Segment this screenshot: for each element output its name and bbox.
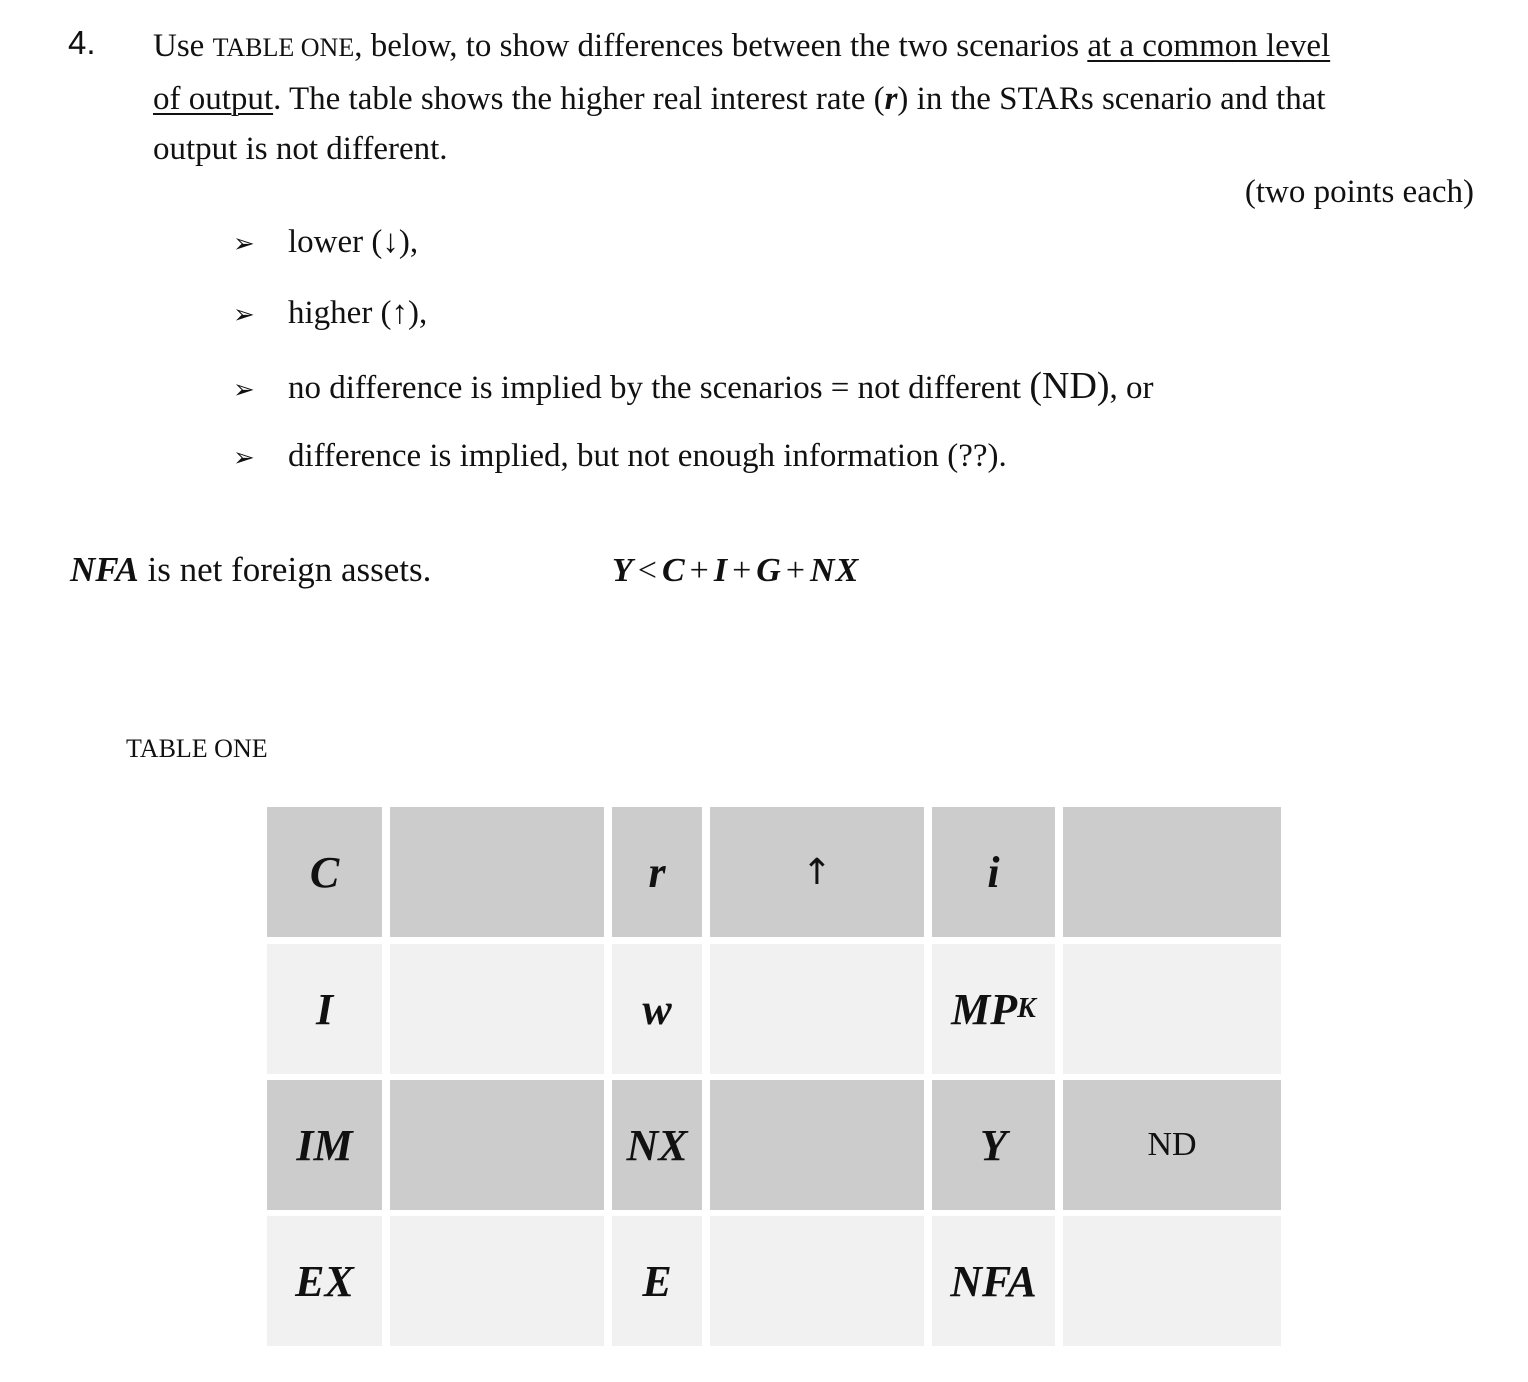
table-title: TABLE ONE <box>126 734 268 763</box>
table-cell-answer[interactable]: ND <box>1063 1080 1281 1210</box>
table-cell-answer[interactable] <box>1063 944 1281 1074</box>
table-cell-answer[interactable] <box>390 1216 604 1346</box>
points-note: (two points each) <box>1244 174 1474 210</box>
table-cell-variable: w <box>612 944 702 1074</box>
table-cell-variable: NX <box>612 1080 702 1210</box>
table-cell-variable: EX <box>267 1216 382 1346</box>
table-cell-variable: C <box>267 807 382 937</box>
table-cell-variable: IM <box>267 1080 382 1210</box>
arrowhead-bullet-icon: ➢ <box>233 443 255 473</box>
question-line-3: output is not different. <box>153 131 448 167</box>
table-cell-variable: NFA <box>932 1216 1055 1346</box>
table-cell-answer[interactable] <box>710 1080 924 1210</box>
bullet-lower: ➢ lower (↓), <box>233 224 419 260</box>
table-cell-answer[interactable] <box>710 944 924 1074</box>
table-cell-variable: i <box>932 807 1055 937</box>
table-reference: TABLE ONE <box>212 33 355 62</box>
question-number: 4. <box>68 24 96 61</box>
table-cell-variable: E <box>612 1216 702 1346</box>
question-line-1: Use TABLE ONE, below, to show differences between the two scenarios at a common level <box>153 28 1331 64</box>
bullet-higher: ➢ higher (↑), <box>233 295 428 331</box>
nfa-definition: NFA is net foreign assets. <box>70 550 432 589</box>
arrowhead-bullet-icon: ➢ <box>233 229 255 259</box>
real-interest-rate-symbol: r <box>884 81 898 117</box>
table-cell-answer[interactable] <box>710 807 924 937</box>
table-cell-variable: r <box>612 807 702 937</box>
table-cell-answer[interactable] <box>390 807 604 937</box>
arrowhead-bullet-icon: ➢ <box>233 375 255 405</box>
underlined-phrase: at a common level <box>1087 28 1331 64</box>
table-cell-variable: Y <box>932 1080 1055 1210</box>
table-cell-answer[interactable] <box>710 1216 924 1346</box>
table-cell-answer[interactable] <box>1063 1216 1281 1346</box>
table-cell-answer[interactable] <box>390 1080 604 1210</box>
table-cell-answer[interactable] <box>1063 807 1281 937</box>
equation: Y < C + I + G + NX <box>612 552 860 589</box>
question-line-2: of output. The table shows the higher real interest rate (r) in the STARs scenario and that <box>153 81 1326 117</box>
table-cell-variable: MP K <box>932 944 1055 1074</box>
underlined-phrase-2: of output <box>153 81 274 117</box>
arrowhead-bullet-icon: ➢ <box>233 300 255 330</box>
bullet-not-enough-info: ➢ difference is implied, but not enough information (??). <box>233 438 1007 474</box>
table-cell-answer[interactable] <box>390 944 604 1074</box>
up-arrow-icon: ↑ <box>801 851 833 893</box>
table-cell-variable: I <box>267 944 382 1074</box>
bullet-no-difference: ➢ no difference is implied by the scenarios = not different (ND), or <box>233 365 1154 407</box>
table-one <box>267 807 1281 1346</box>
